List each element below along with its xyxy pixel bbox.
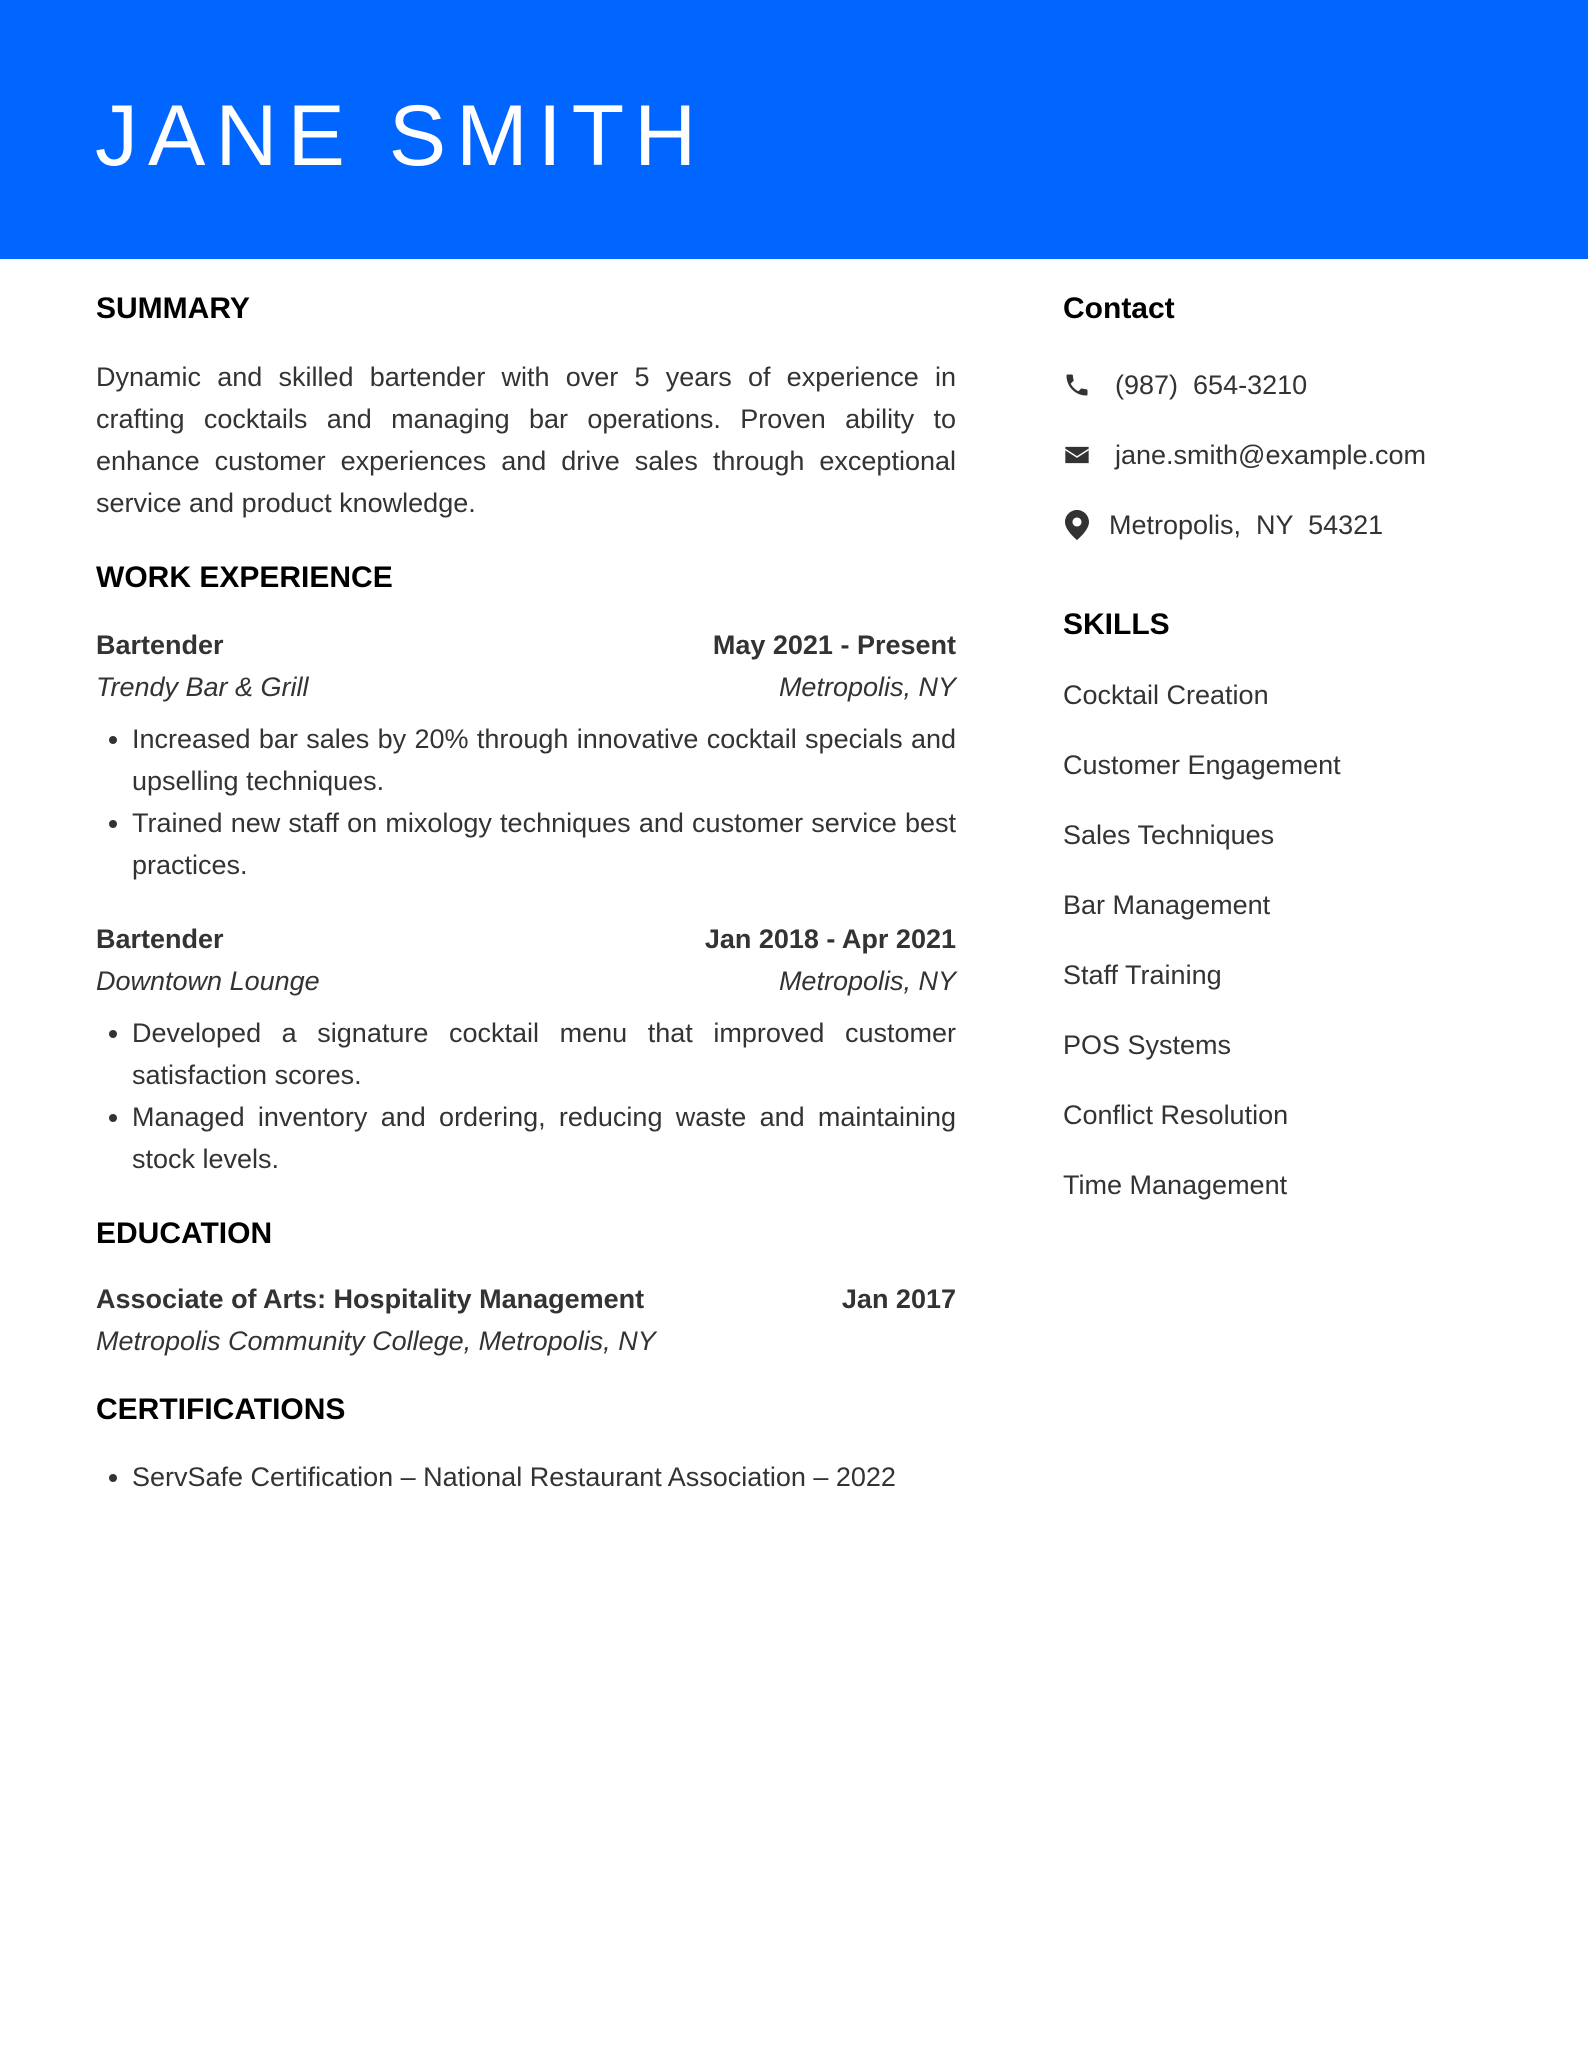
education-school-row bbox=[96, 1320, 956, 1362]
contact-address bbox=[1063, 507, 1533, 543]
job-bullet: • Increased bar sales by 20% through innovative cocktail specials and upselling techniques. bbox=[132, 718, 956, 802]
job-entry bbox=[96, 918, 956, 1180]
education-section bbox=[96, 1216, 956, 1362]
education-title: EDUCATION bbox=[96, 1217, 273, 1250]
job-entry bbox=[96, 624, 956, 886]
skill-item: Time Management bbox=[1063, 1170, 1288, 1200]
contact-address-text: Metropolis, NY 54321 bbox=[1109, 510, 1384, 540]
envelope-icon bbox=[1063, 441, 1091, 469]
job-location: Metropolis, NY bbox=[778, 672, 956, 702]
education-school: Metropolis Community College, Metropolis, NY bbox=[96, 1326, 656, 1356]
sidebar-column bbox=[1063, 259, 1533, 1203]
skills-title: SKILLS bbox=[1063, 608, 1170, 641]
job-location: Metropolis, NY bbox=[778, 966, 956, 996]
job-company: Downtown Lounge bbox=[96, 966, 320, 996]
contact-phone-text[interactable]: (987) 654-3210 bbox=[1115, 370, 1308, 400]
education-header bbox=[96, 1278, 956, 1320]
job-dates: May 2021 - Present bbox=[712, 630, 956, 660]
contact-email bbox=[1063, 437, 1533, 473]
skill-item: Sales Techniques bbox=[1063, 820, 1275, 850]
contact-title: Contact bbox=[1063, 292, 1175, 325]
job-bullet: • Trained new staff on mixology techniques and customer service best practices. bbox=[132, 802, 956, 886]
job-subheader bbox=[96, 666, 956, 708]
contact-phone bbox=[1063, 367, 1533, 403]
summary-title: SUMMARY bbox=[96, 292, 250, 325]
summary-section bbox=[96, 259, 956, 524]
skill-item: Bar Management bbox=[1063, 890, 1271, 920]
education-degree: Associate of Arts: Hospitality Management bbox=[96, 1284, 645, 1314]
job-bullets bbox=[96, 1012, 956, 1180]
certifications-section bbox=[96, 1392, 956, 1498]
certifications-list bbox=[96, 1456, 956, 1498]
job-role: Bartender bbox=[96, 924, 224, 954]
certifications-title: CERTIFICATIONS bbox=[96, 1393, 346, 1426]
job-header bbox=[96, 624, 956, 666]
certification-item: • ServSafe Certification – National Restaurant Association – 2022 bbox=[132, 1456, 956, 1498]
job-bullets bbox=[96, 718, 956, 886]
job-bullet: • Managed inventory and ordering, reducing waste and maintaining stock levels. bbox=[132, 1096, 956, 1180]
job-bullet: • Developed a signature cocktail menu that improved customer satisfaction scores. bbox=[132, 1012, 956, 1096]
job-header bbox=[96, 918, 956, 960]
job-role: Bartender bbox=[96, 630, 224, 660]
contact-section bbox=[1063, 259, 1533, 543]
contact-email-text[interactable]: jane.smith@example.com bbox=[1115, 440, 1427, 470]
job-company: Trendy Bar & Grill bbox=[96, 672, 309, 702]
skill-item: Staff Training bbox=[1063, 960, 1222, 990]
job-subheader bbox=[96, 960, 956, 1002]
job-dates: Jan 2018 - Apr 2021 bbox=[704, 924, 956, 954]
phone-icon bbox=[1063, 371, 1091, 399]
skills-list bbox=[1063, 677, 1533, 1203]
header-banner bbox=[0, 0, 1588, 259]
map-marker-icon bbox=[1063, 511, 1091, 539]
candidate-name: JANE SMITH bbox=[95, 88, 707, 184]
education-date: Jan 2017 bbox=[841, 1284, 956, 1314]
summary-text: Dynamic and skilled bartender with over 5 years of experience in crafting cocktails and managing bar operations. Proven ability to enhance customer experiences and drive sales through exceptional service and product knowledge. bbox=[96, 362, 956, 518]
skill-item: Conflict Resolution bbox=[1063, 1100, 1289, 1130]
main-column bbox=[96, 259, 956, 1498]
experience-section bbox=[96, 560, 956, 1180]
skill-item: Cocktail Creation bbox=[1063, 680, 1269, 710]
skill-item: POS Systems bbox=[1063, 1030, 1232, 1060]
experience-title: WORK EXPERIENCE bbox=[96, 561, 393, 594]
skill-item: Customer Engagement bbox=[1063, 750, 1341, 780]
skills-section bbox=[1063, 607, 1533, 1203]
